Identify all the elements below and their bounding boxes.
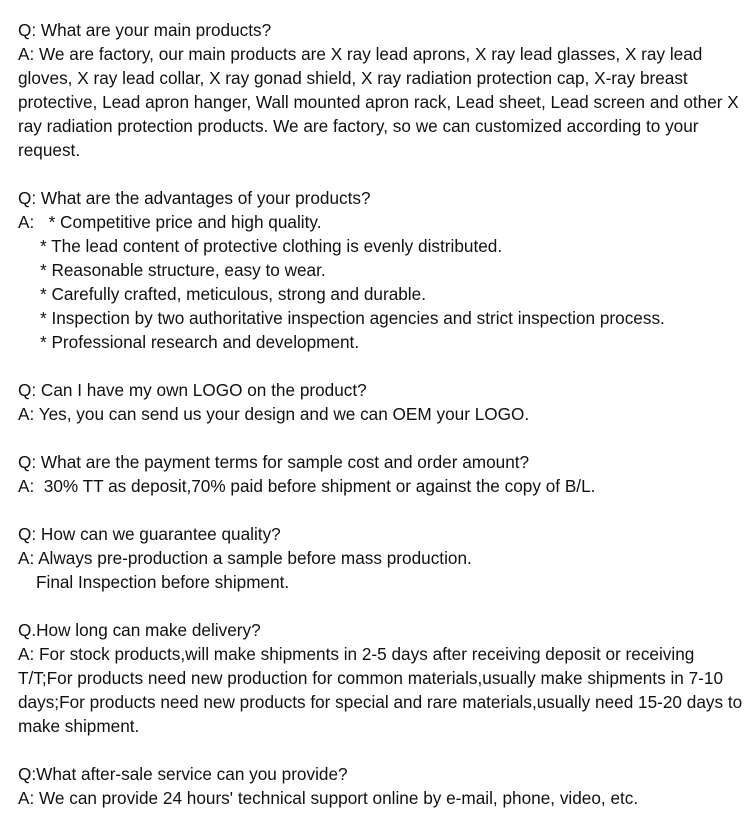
faq-answer-line: A: * Competitive price and high quality. [18,212,322,232]
faq-item-quality [18,522,746,594]
faq-item-after-sale [18,762,746,810]
faq-answer: A: Yes, you can send us your design and we can OEM your LOGO. [18,404,530,424]
faq-question: Q: What are the payment terms for sample cost and order amount? [18,452,530,472]
faq-answer-bullet: * Carefully crafted, meticulous, strong and durable. [40,284,426,304]
faq-answer-bullet: * Professional research and development. [40,332,360,352]
faq-item-delivery [18,618,746,738]
faq-question: Q: Can I have my own LOGO on the product? [18,380,367,400]
faq-answer: A: We are factory, our main products are X ray lead aprons, X ray lead glasses, X ray lead gloves, X ray lead collar, X ray gonad shield, X ray radiation protection cap, X-ray breast protective, Lead apron hanger, Wall mounted apron rack, Lead sheet, Lead screen and other X ray radiation protection products. We are factory, so we can customized according to your request. [18,44,739,160]
faq-answer: A: We can provide 24 hours' technical support online by e-mail, phone, video, etc. [18,788,639,808]
faq-question: Q: What are the advantages of your products? [18,188,371,208]
faq-item-advantages [18,186,746,354]
faq-answer: A: 30% TT as deposit,70% paid before shipment or against the copy of B/L. [18,476,596,496]
faq-item-payment-terms [18,450,746,498]
faq-item-main-products [18,18,746,162]
faq-question: Q:What after-sale service can you provide? [18,764,348,784]
faq-answer-bullet: * Inspection by two authoritative inspection agencies and strict inspection process. [40,308,665,328]
faq-answer-bullet: * The lead content of protective clothing is evenly distributed. [40,236,503,256]
faq-answer-line: Final Inspection before shipment. [36,572,290,592]
faq-question: Q.How long can make delivery? [18,620,261,640]
faq-question: Q: How can we guarantee quality? [18,524,281,544]
faq-answer: A: For stock products,will make shipments in 2-5 days after receiving deposit or receiving T/T;For products need new production for common materials,usually make shipments in 7-10 days;For products need new products for special and rare materials,usually need 15-20 days to make shipment. [18,644,743,736]
faq-item-logo [18,378,746,426]
faq-question: Q: What are your main products? [18,20,272,40]
faq-answer-bullet: * Reasonable structure, easy to wear. [40,260,326,280]
faq-answer-line: A: Always pre-production a sample before mass production. [18,548,472,568]
faq-document [18,18,746,810]
